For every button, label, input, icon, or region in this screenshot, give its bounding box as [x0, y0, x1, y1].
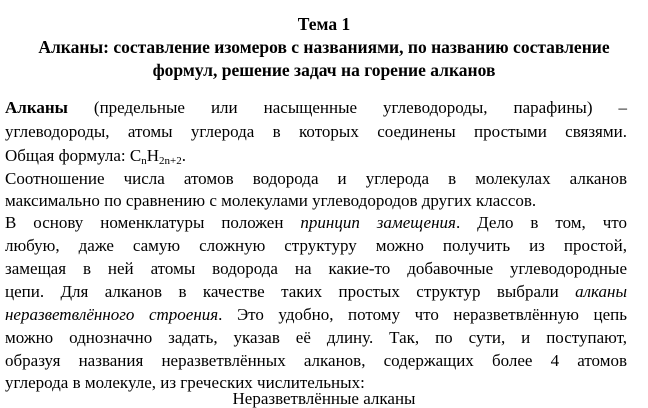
- paragraph-2-line-1: Соотношение числа атомов водорода и углерода в молекулах алканов: [5, 169, 627, 188]
- paragraph-1-line-2: углеводороды, атомы углерода в которых соединены простыми связями.: [5, 122, 627, 141]
- paragraph-3-line-1: В основу номенклатуры положен принцип замещения. Дело в том, что: [5, 213, 627, 232]
- general-formula: $C_nH_{2n+2}$.: [129, 146, 186, 167]
- emphasis-substitution-principle: принцип замещения: [300, 213, 456, 232]
- emphasis-alkanes: алканы: [575, 282, 627, 301]
- table-caption: Неразветвлённые алканы: [232, 389, 416, 408]
- p1-line1-rest: (предельные или насыщенные углеводороды, парафины) –: [93, 98, 628, 117]
- paragraph-3-line-5: неразветвлённого строения. Это удобно, потому что неразветвлённую цепь: [5, 305, 627, 324]
- paragraph-3-line-4: цепи. Для алканов в качестве таких простых структур выбрали алканы: [5, 282, 627, 301]
- emphasis-unbranched-structure: неразветвлённого строения: [5, 305, 219, 324]
- paragraph-3-line-2: любую, даже самую сложную структуру можно получить из простой,: [5, 236, 627, 255]
- topic-heading: Тема 1: [297, 14, 351, 34]
- paragraph-3-line-3: замещая в ней атомы водорода на какие-то добавочные углеводородные: [5, 259, 627, 278]
- paragraph-3-line-6: можно однозначно задать, указав её длину. Так, по сути, и поступают,: [5, 328, 627, 347]
- title-line-2: формул, решение задач на горение алканов: [152, 60, 496, 80]
- paragraph-3-line-7: образуя названия неразветвлённых алканов, содержащих более 4 атомов: [5, 351, 627, 370]
- title-line-1: Алканы: составление изомеров с названиями, по названию составление: [38, 37, 610, 57]
- paragraph-3-line-8: углерода в молекуле, из греческих числительных:: [5, 373, 365, 392]
- formula-label: Общая формула:: [5, 146, 130, 165]
- term-alkanes: Алканы: [5, 98, 68, 117]
- paragraph-1-line-3: [5, 146, 627, 165]
- paragraph-1-line-1: [5, 98, 627, 117]
- paragraph-2-line-2: максимально по сравнению с молекулами углеводородов других классов.: [5, 191, 537, 210]
